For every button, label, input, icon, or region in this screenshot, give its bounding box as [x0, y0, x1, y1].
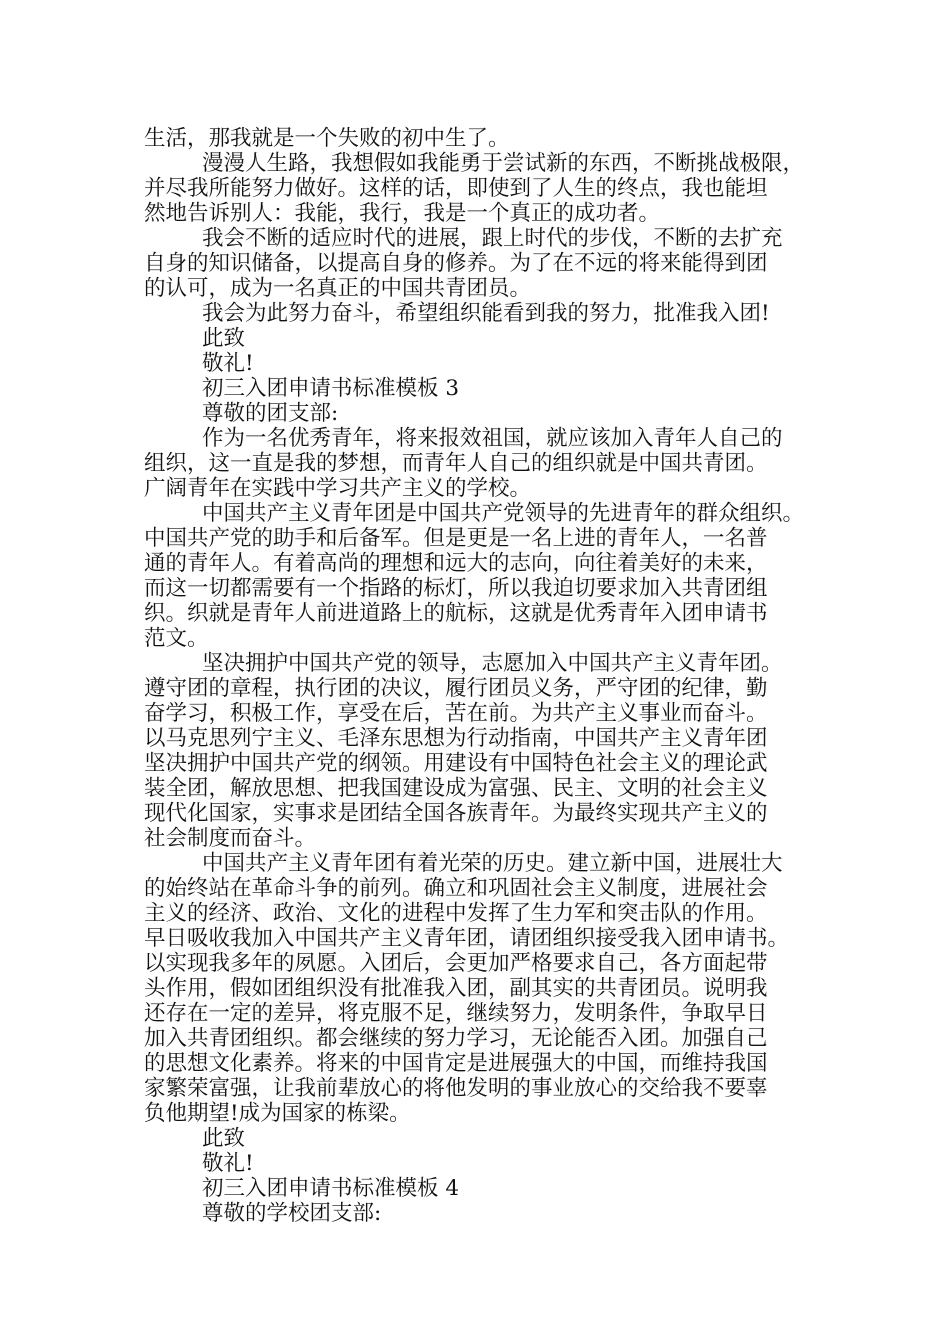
text-line: 以实现我多年的夙愿。入团后，会更加严格要求自己，各方面起带: [144, 951, 768, 976]
text-line: 中国共产主义青年团有着光荣的历史。建立新中国，进展壮大: [202, 851, 783, 876]
text-line: 现代化国家，实事求是团结全国各族青年。为最终实现共产主义的: [144, 801, 768, 826]
text-line: 的思想文化素养。将来的中国肯定是进展强大的中国，而维持我国: [144, 1051, 768, 1076]
text-line: 的认可，成为一名真正的中国共青团员。: [144, 276, 532, 301]
text-line: 敬礼!: [202, 351, 254, 376]
text-line: 负他期望!成为国家的栋梁。: [144, 1101, 411, 1126]
text-line: 漫漫人生路，我想假如我能勇于尝试新的东西，不断挑战极限，: [202, 151, 805, 176]
text-line: 加入共青团组织。都会继续的努力学习，无论能否入团。加强自己: [144, 1026, 768, 1051]
text-line: 通的青年人。有着高尚的理想和远大的志向，向往着美好的未来，: [144, 551, 768, 576]
text-line: 社会制度而奋斗。: [144, 826, 317, 851]
text-line: 并尽我所能努力做好。这样的话，即使到了人生的终点，我也能坦: [144, 176, 768, 201]
text-line: 我会为此努力奋斗，希望组织能看到我的努力，批准我入团!: [202, 301, 770, 326]
text-line: 奋学习，积极工作，享受在后，苦在前。为共产主义事业而奋斗。: [144, 701, 768, 726]
text-line: 还存在一定的差异，将克服不足，继续努力，发明条件，争取早日: [144, 1001, 768, 1026]
text-line: 生活，那我就是一个失败的初中生了。: [144, 126, 510, 151]
text-line: 而这一切都需要有一个指路的标灯，所以我迫切要求加入共青团组: [144, 576, 768, 601]
text-line: 早日吸收我加入中国共产主义青年团，请团组织接受我入团申请书。: [144, 926, 790, 951]
text-line: 头作用，假如团组织没有批准我入团，副其实的共青团员。说明我: [144, 976, 768, 1001]
text-line: 中国共产主义青年团是中国共产党领导的先进青年的群众组织。: [202, 501, 805, 526]
text-line: 初三入团申请书标准模板 4: [202, 1176, 460, 1201]
text-line: 我会不断的适应时代的进展，跟上时代的步伐，不断的去扩充: [202, 226, 783, 251]
text-line: 的始终站在革命斗争的前列。确立和巩固社会主义制度，进展社会: [144, 876, 768, 901]
text-line: 尊敬的学校团支部:: [202, 1201, 382, 1226]
text-line: 此致: [202, 326, 246, 351]
text-line: 组织，这一直是我的梦想，而青年人自己的组织就是中国共青团。: [144, 451, 768, 476]
text-line: 织。织就是青年人前进道路上的航标，这就是优秀青年入团申请书: [144, 601, 768, 626]
text-line: 坚决拥护中国共产党的纲领。用建设有中国特色社会主义的理论武: [144, 751, 768, 776]
text-line: 此致: [202, 1126, 246, 1151]
text-line: 广阔青年在实践中学习共产主义的学校。: [144, 476, 532, 501]
text-line: 主义的经济、政治、文化的进程中发挥了生力军和突击队的作用。: [144, 901, 768, 926]
text-line: 以马克思列宁主义、毛泽东思想为行动指南，中国共产主义青年团: [144, 726, 768, 751]
text-line: 中国共产党的助手和后备军。但是更是一名上进的青年人，一名普: [144, 526, 768, 551]
text-line: 初三入团申请书标准模板 3: [202, 376, 460, 401]
text-line: 作为一名优秀青年，将来报效祖国，就应该加入青年人自己的: [202, 426, 783, 451]
text-line: 坚决拥护中国共产党的领导，志愿加入中国共产主义青年团。: [202, 651, 783, 676]
text-line: 家繁荣富强，让我前辈放心的将他发明的事业放心的交给我不要辜: [144, 1076, 768, 1101]
document-body: [144, 126, 824, 1226]
text-line: 敬礼!: [202, 1151, 254, 1176]
text-line: 尊敬的团支部:: [202, 401, 339, 426]
text-line: 装全团，解放思想、把我国建设成为富强、民主、文明的社会主义: [144, 776, 768, 801]
text-line: 然地告诉别人：我能，我行，我是一个真正的成功者。: [144, 201, 661, 226]
text-line: 范文。: [144, 626, 209, 651]
text-line: 遵守团的章程，执行团的决议，履行团员义务，严守团的纪律，勤: [144, 676, 768, 701]
text-line: 自身的知识储备，以提高自身的修养。为了在不远的将来能得到团: [144, 251, 768, 276]
